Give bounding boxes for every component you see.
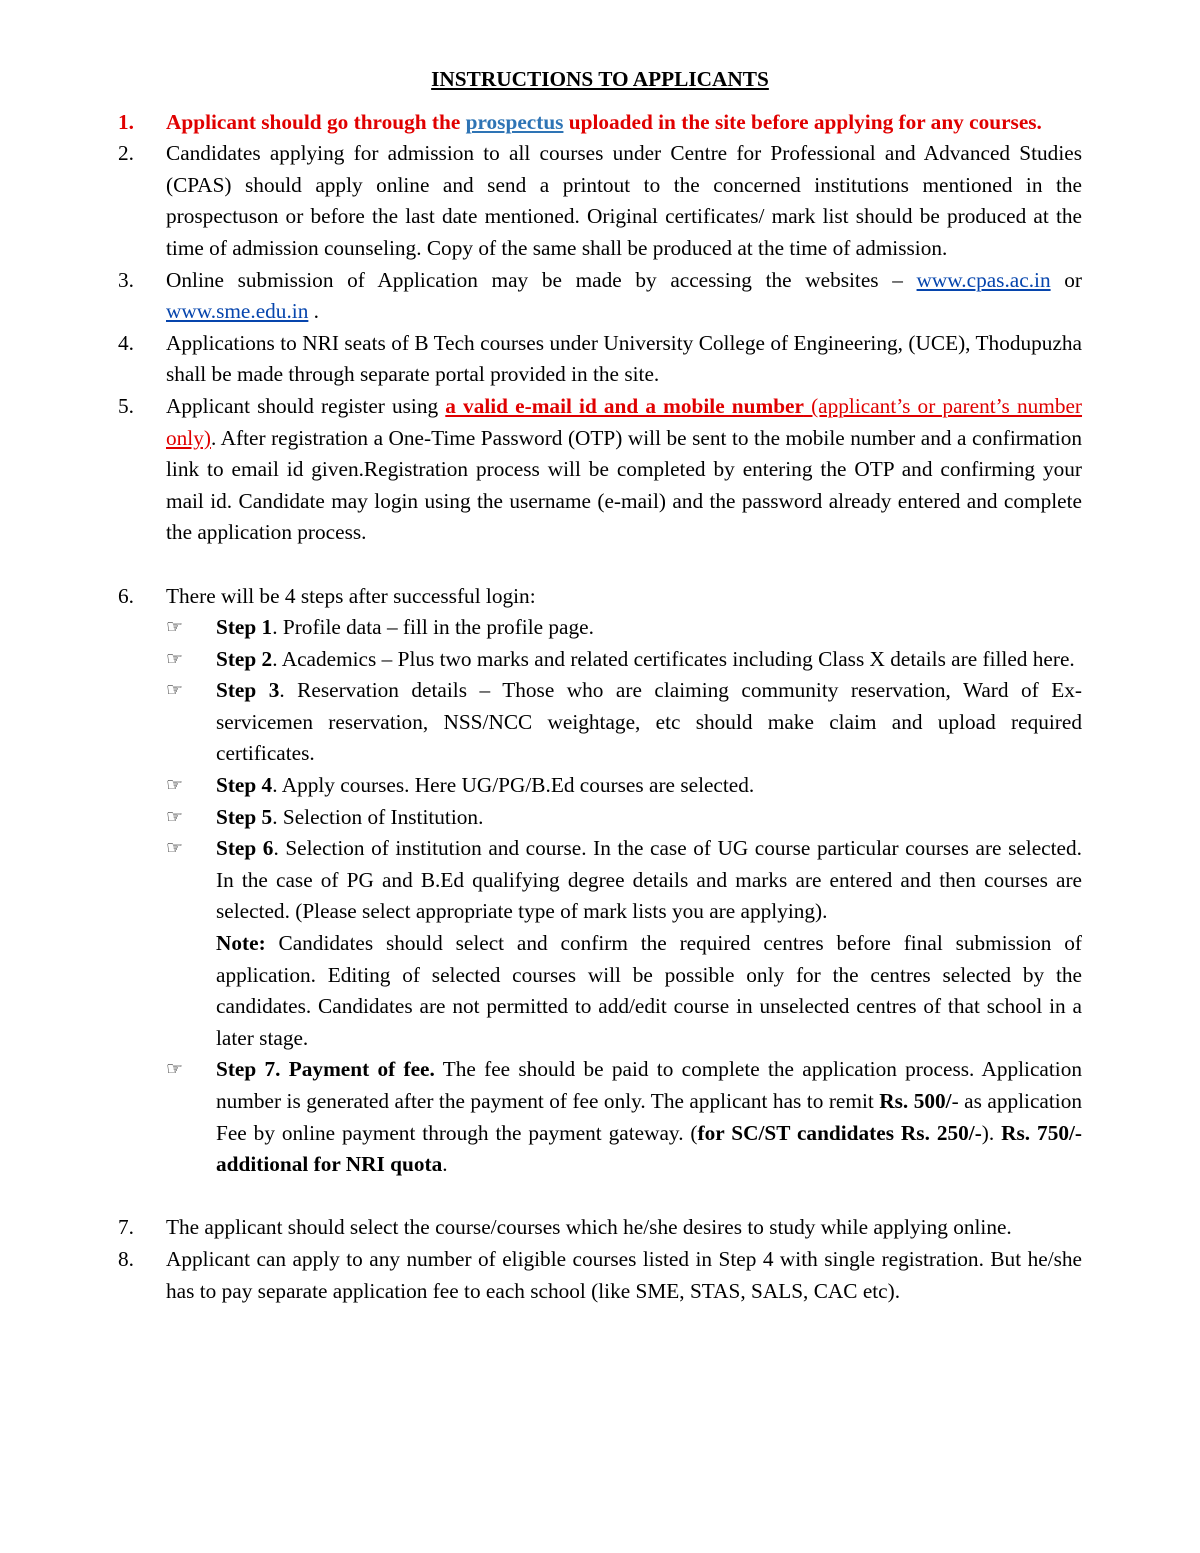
instruction-item-8 xyxy=(118,1244,1082,1307)
blank-line xyxy=(118,1181,1082,1213)
instruction-item-7 xyxy=(118,1212,1082,1244)
step-label: Step 3 xyxy=(216,678,280,703)
document-title: INSTRUCTIONS TO APPLICANTS xyxy=(431,67,769,91)
step-item-3: ☞ Step 3. Reservation details – Those who are claiming community reservation, Ward of Ex-servicemen reservation, NSS/NCC weightage, etc should make claim and upload required certificates. xyxy=(166,675,1082,770)
pointing-hand-icon: ☞ xyxy=(166,837,184,860)
item-number: 3. xyxy=(118,267,134,292)
pointing-hand-icon: ☞ xyxy=(166,1058,184,1081)
item-body xyxy=(166,581,1082,1181)
note-label: Note: xyxy=(216,931,266,956)
application-fee: Rs. 500/ xyxy=(879,1089,952,1113)
pointing-hand-icon: ☞ xyxy=(166,805,184,828)
step-item-4: ☞ Step 4. Apply courses. Here UG/PG/B.Ed courses are selected. xyxy=(166,770,1082,802)
instruction-item-1 xyxy=(118,107,1082,139)
instruction-item-2 xyxy=(118,138,1082,264)
instruction-item-6 xyxy=(118,581,1082,1181)
steps-list xyxy=(166,612,1082,1181)
step-item-7: ☞ Step 7. Payment of fee. The fee should be paid to complete the application process. Application number is generated after the payment of fee only. The applicant has to remit Rs. 500/- as application Fee by online payment through the payment gateway. (for SC/ST candidates Rs. 250/-). Rs. 750/- additional for NRI quota. xyxy=(166,1054,1082,1180)
item-body: Online submission of Application may be made by accessing the websites – www.cpas.ac.in or www.sme.edu.in . xyxy=(166,267,1082,324)
instruction-item-4 xyxy=(118,328,1082,391)
note-text: Candidates should select and confirm the required centres before final submission of application. Editing of selected courses will be possible only for the centres selected by the candidates. Candidates are not permitted to add/edit course in unselected centres of that school in a later stage. xyxy=(216,931,1082,1050)
step-item-5: ☞ Step 5. Selection of Institution. xyxy=(166,802,1082,834)
step-label: Step 4 xyxy=(216,773,273,798)
pointing-hand-icon: ☞ xyxy=(166,679,184,702)
item-number: 4. xyxy=(118,330,134,355)
step-label: Step 1 xyxy=(216,615,273,640)
sc-st-fee: for SC/ST candidates Rs. 250/- xyxy=(697,1120,982,1145)
step-label: Step 5 xyxy=(216,804,273,829)
email-mobile-highlight: a valid e-mail id and a mobile number xyxy=(445,393,804,418)
step-item-2: ☞ Step 2. Academics – Plus two marks and related certificates including Class X details are filled here. xyxy=(166,644,1082,676)
item-body: Candidates applying for admission to all courses under Centre for Professional and Advanced Studies (CPAS) should apply online and send a printout to the concerned institutions mentioned in the prospectuson or before the last date mentioned. Original certificates/ mark list should be produced at the time of admission counseling. Copy of the same shall be produced at the time of admission. xyxy=(166,141,1082,260)
step-label: Step 2 xyxy=(216,646,273,671)
item-body: Applicant can apply to any number of eligible courses listed in Step 4 with single registration. But he/she has to pay separate application fee to each school (like SME, STAS, SALS, CAC etc). xyxy=(166,1246,1082,1303)
item-number: 2. xyxy=(118,141,134,166)
item-body: The applicant should select the course/courses which he/she desires to study while applying online. xyxy=(166,1215,1012,1240)
item-number: 6. xyxy=(118,583,134,608)
pointing-hand-icon: ☞ xyxy=(166,616,184,639)
steps-intro: There will be 4 steps after successful login: xyxy=(166,583,536,608)
item-number: 8. xyxy=(118,1246,134,1271)
sme-website-link[interactable]: www.sme.edu.in xyxy=(166,299,309,324)
item-body: Applicant should register using a valid e-mail id and a mobile number (applicant’s or parent’s number only). After registration a One-Time Password (OTP) will be sent to the mobile number and a confirmation link to email id given.Registration process will be completed by entering the OTP and confirming your mail id. Candidate may login using the username (e-mail) and the password already entered and complete the application process. xyxy=(166,393,1083,545)
step-item-6: ☞ Step 6. Selection of institution and course. In the case of UG course particular courses are selected. In the case of PG and B.Ed qualifying degree details and marks are entered and then courses are selected. (Please select appropriate type of mark lists you are applying). Note: Candidates should select and confirm the required centres before final submission of application. Editing of selected courses will be possible only for the centres selected by the candidates. Candidates are not permitted to add/edit course in unselected centres of that school in a later stage. xyxy=(166,833,1082,1054)
cpas-website-link[interactable]: www.cpas.ac.in xyxy=(916,267,1051,292)
item-number: 7. xyxy=(118,1215,134,1240)
prospectus-link[interactable]: prospectus xyxy=(465,109,564,134)
pointing-hand-icon: ☞ xyxy=(166,647,184,670)
step-item-1: ☞ Step 1. Profile data – fill in the profile page. xyxy=(166,612,1082,644)
item-body: Applicant should go through the prospectus uploaded in the site before applying for any courses. xyxy=(166,109,1042,134)
pointing-hand-icon: ☞ xyxy=(166,774,184,797)
instruction-item-3 xyxy=(118,265,1082,328)
number-owner-note: (applicant’s or parent’s number only) xyxy=(166,393,1083,450)
instruction-item-5 xyxy=(118,391,1082,549)
step-label: Step 7. Payment of fee. xyxy=(216,1057,435,1082)
item-number: 5. xyxy=(118,393,134,418)
step-label: Step 6 xyxy=(216,836,274,861)
blank-line xyxy=(118,549,1082,581)
nri-fee: Rs. 750/- additional for NRI quota xyxy=(216,1120,1083,1177)
item-number: 1. xyxy=(118,109,134,134)
item-body: Applications to NRI seats of B Tech courses under University College of Engineering, (UCE), Thodupuzha shall be made through separate portal provided in the site. xyxy=(166,330,1082,387)
